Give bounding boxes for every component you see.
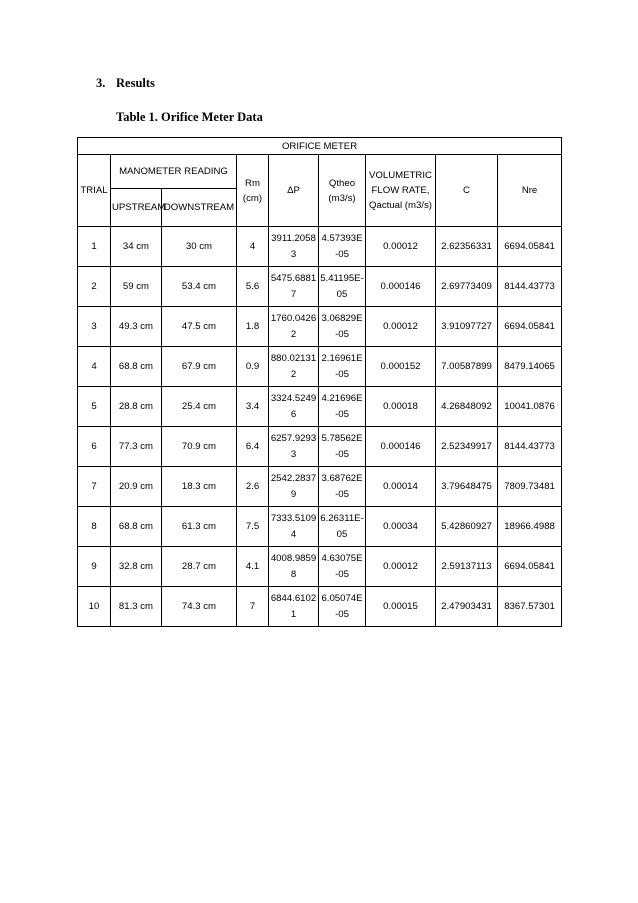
- table-row: [78, 467, 562, 507]
- cell-qactual: 0.000146: [366, 267, 436, 307]
- cell-upstream: 59 cm: [111, 267, 162, 307]
- cell-qactual: 0.00012: [366, 307, 436, 347]
- cell-downstream: 70.9 cm: [162, 427, 237, 467]
- cell-delta-p: 4008.98598: [269, 547, 319, 587]
- cell-qtheo: 5.41195E-05: [319, 267, 366, 307]
- cell-delta-p: 5475.68817: [269, 267, 319, 307]
- cell-upstream: 20.9 cm: [111, 467, 162, 507]
- section-heading: [96, 76, 155, 91]
- cell-rm: 5.6: [237, 267, 269, 307]
- cell-c: 3.79648475: [436, 467, 498, 507]
- cell-rm: 4: [237, 227, 269, 267]
- table-row: [78, 427, 562, 467]
- cell-trial: 1: [78, 227, 111, 267]
- cell-c: 3.91097727: [436, 307, 498, 347]
- cell-qactual: 0.00012: [366, 227, 436, 267]
- cell-delta-p: 6844.61021: [269, 587, 319, 627]
- cell-downstream: 74.3 cm: [162, 587, 237, 627]
- cell-c: 4.26848092: [436, 387, 498, 427]
- header-qactual: VOLUMETRIC FLOW RATE, Qactual (m3/s): [366, 155, 436, 227]
- cell-nre: 7809.73481: [498, 467, 562, 507]
- cell-downstream: 61.3 cm: [162, 507, 237, 547]
- cell-nre: 8144.43773: [498, 427, 562, 467]
- cell-upstream: 34 cm: [111, 227, 162, 267]
- cell-delta-p: 2542.28379: [269, 467, 319, 507]
- orifice-meter-table: [77, 137, 562, 627]
- cell-upstream: 68.8 cm: [111, 347, 162, 387]
- section-title: Results: [116, 76, 155, 90]
- cell-rm: 0.9: [237, 347, 269, 387]
- table-group-header-row: [78, 138, 562, 155]
- header-delta-p: ΔP: [269, 155, 319, 227]
- section-number: 3.: [96, 76, 106, 90]
- table-row: [78, 387, 562, 427]
- cell-nre: 6694.05841: [498, 227, 562, 267]
- cell-downstream: 53.4 cm: [162, 267, 237, 307]
- cell-trial: 5: [78, 387, 111, 427]
- cell-delta-p: 6257.92933: [269, 427, 319, 467]
- header-rm: Rm (cm): [237, 155, 269, 227]
- table-row: [78, 227, 562, 267]
- header-downstream: DOWNSTREAM: [162, 189, 237, 227]
- table-header-row: [78, 155, 562, 189]
- group-title-cell: ORIFICE METER: [78, 138, 562, 155]
- cell-c: 2.69773409: [436, 267, 498, 307]
- header-c: C: [436, 155, 498, 227]
- cell-delta-p: 1760.04262: [269, 307, 319, 347]
- cell-c: 2.59137113: [436, 547, 498, 587]
- cell-qtheo: 4.63075E-05: [319, 547, 366, 587]
- table-row: [78, 267, 562, 307]
- cell-downstream: 67.9 cm: [162, 347, 237, 387]
- cell-downstream: 47.5 cm: [162, 307, 237, 347]
- header-manometer-reading: MANOMETER READING: [111, 155, 237, 189]
- cell-qtheo: 6.26311E-05: [319, 507, 366, 547]
- table-caption: Table 1. Orifice Meter Data: [116, 110, 263, 124]
- cell-upstream: 77.3 cm: [111, 427, 162, 467]
- cell-upstream: 49.3 cm: [111, 307, 162, 347]
- cell-nre: 8144.43773: [498, 267, 562, 307]
- cell-qactual: 0.000146: [366, 427, 436, 467]
- cell-c: 2.52349917: [436, 427, 498, 467]
- cell-qtheo: 4.21696E-05: [319, 387, 366, 427]
- cell-c: 7.00587899: [436, 347, 498, 387]
- header-nre: Nre: [498, 155, 562, 227]
- cell-c: 5.42860927: [436, 507, 498, 547]
- cell-c: 2.62356331: [436, 227, 498, 267]
- cell-upstream: 68.8 cm: [111, 507, 162, 547]
- cell-qtheo: 2.16961E-05: [319, 347, 366, 387]
- cell-nre: 6694.05841: [498, 547, 562, 587]
- cell-rm: 3.4: [237, 387, 269, 427]
- cell-qtheo: 3.06829E-05: [319, 307, 366, 347]
- cell-qtheo: 4.57393E-05: [319, 227, 366, 267]
- cell-delta-p: 7333.51094: [269, 507, 319, 547]
- cell-qactual: 0.00015: [366, 587, 436, 627]
- cell-trial: 9: [78, 547, 111, 587]
- cell-trial: 10: [78, 587, 111, 627]
- cell-qactual: 0.00034: [366, 507, 436, 547]
- cell-rm: 7: [237, 587, 269, 627]
- cell-rm: 4.1: [237, 547, 269, 587]
- cell-nre: 10041.0876: [498, 387, 562, 427]
- cell-trial: 2: [78, 267, 111, 307]
- cell-rm: 6.4: [237, 427, 269, 467]
- cell-downstream: 30 cm: [162, 227, 237, 267]
- cell-qtheo: 5.78562E-05: [319, 427, 366, 467]
- cell-trial: 7: [78, 467, 111, 507]
- table-row: [78, 347, 562, 387]
- cell-nre: 8479.14065: [498, 347, 562, 387]
- cell-nre: 6694.05841: [498, 307, 562, 347]
- cell-nre: 18966.4988: [498, 507, 562, 547]
- table-row: [78, 307, 562, 347]
- cell-qactual: 0.00014: [366, 467, 436, 507]
- cell-downstream: 28.7 cm: [162, 547, 237, 587]
- cell-downstream: 25.4 cm: [162, 387, 237, 427]
- cell-c: 2.47903431: [436, 587, 498, 627]
- table-row: [78, 587, 562, 627]
- cell-qtheo: 6.05074E-05: [319, 587, 366, 627]
- cell-upstream: 81.3 cm: [111, 587, 162, 627]
- header-qtheo: Qtheo (m3/s): [319, 155, 366, 227]
- cell-rm: 1.8: [237, 307, 269, 347]
- cell-delta-p: 3911.20583: [269, 227, 319, 267]
- table-row: [78, 507, 562, 547]
- cell-qtheo: 3.68762E-05: [319, 467, 366, 507]
- cell-nre: 8367.57301: [498, 587, 562, 627]
- header-trial: TRIAL: [78, 155, 111, 227]
- header-upstream: UPSTREAM: [111, 189, 162, 227]
- cell-trial: 6: [78, 427, 111, 467]
- cell-trial: 8: [78, 507, 111, 547]
- cell-rm: 2.6: [237, 467, 269, 507]
- cell-upstream: 32.8 cm: [111, 547, 162, 587]
- cell-rm: 7.5: [237, 507, 269, 547]
- cell-qactual: 0.00012: [366, 547, 436, 587]
- cell-downstream: 18.3 cm: [162, 467, 237, 507]
- cell-upstream: 28.8 cm: [111, 387, 162, 427]
- cell-trial: 3: [78, 307, 111, 347]
- table-row: [78, 547, 562, 587]
- cell-qactual: 0.000152: [366, 347, 436, 387]
- cell-trial: 4: [78, 347, 111, 387]
- cell-delta-p: 3324.52496: [269, 387, 319, 427]
- cell-qactual: 0.00018: [366, 387, 436, 427]
- cell-delta-p: 880.021312: [269, 347, 319, 387]
